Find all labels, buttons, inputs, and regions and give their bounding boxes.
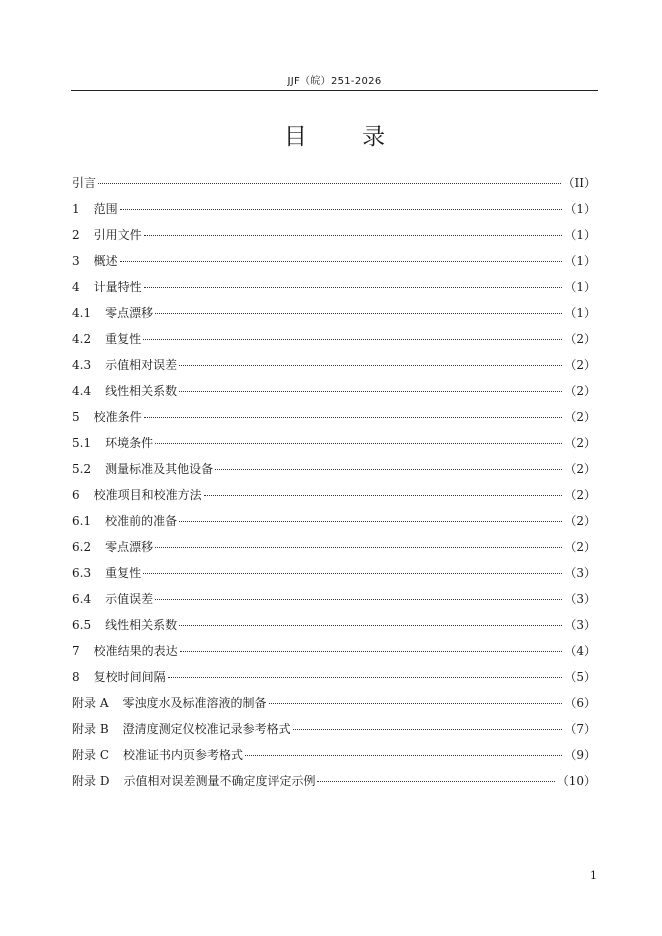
toc-leader-dots: [245, 754, 562, 756]
toc-entry-number: 5: [72, 410, 80, 424]
toc-entry-page: （5）: [564, 670, 596, 684]
toc-entry-page: （2）: [564, 358, 596, 372]
toc-entry-label: [72, 300, 153, 326]
toc-entry[interactable]: [72, 274, 596, 300]
toc-leader-dots: [120, 260, 563, 262]
toc-entry-title: 复校时间间隔: [93, 670, 166, 684]
toc-leader-dots: [317, 780, 554, 782]
toc-entry[interactable]: [72, 326, 596, 352]
toc-entry[interactable]: [72, 638, 596, 664]
toc-leader-dots: [120, 208, 563, 210]
toc-leader-dots: [144, 286, 563, 288]
toc-entry-number: 附录 D: [72, 774, 110, 788]
header-divider: [71, 90, 598, 91]
toc-entry-title: 概述: [93, 254, 118, 268]
toc-entry[interactable]: [72, 352, 596, 378]
toc-entry-label: [72, 274, 142, 300]
toc-entry-number: 4: [72, 280, 80, 294]
toc-entry[interactable]: [72, 378, 596, 404]
toc-entry-page: （1）: [564, 228, 596, 242]
toc-entry-page: （1）: [564, 254, 596, 268]
toc-entry-page: （4）: [564, 644, 596, 658]
toc-entry-title: 澄清度测定仪校准记录参考格式: [122, 722, 291, 736]
toc-entry[interactable]: [72, 742, 596, 768]
toc-entry[interactable]: [72, 430, 596, 456]
toc-entry[interactable]: [72, 248, 596, 274]
toc-entry-label: [72, 534, 153, 560]
toc-entry-label: [72, 560, 141, 586]
toc-entry-page: （2）: [564, 514, 596, 528]
toc-entry-number: 6.4: [72, 592, 92, 606]
toc-entry-title: 校准条件: [93, 410, 142, 424]
toc-entry[interactable]: [72, 664, 596, 690]
toc-entry-number: 3: [72, 254, 80, 268]
toc-entry-number: 6.5: [72, 618, 92, 632]
toc-entry[interactable]: [72, 586, 596, 612]
toc-leader-dots: [179, 364, 562, 366]
toc-leader-dots: [168, 676, 563, 678]
toc-entry-label: [72, 482, 202, 508]
toc-entry-title: 示值误差: [105, 592, 154, 606]
toc-entry-number: 7: [72, 644, 80, 658]
toc-entry-label: [72, 326, 141, 352]
toc-entry-label: [72, 716, 291, 742]
toc-entry-number: 附录 C: [72, 748, 109, 762]
toc-entry-number: 1: [72, 202, 80, 216]
toc-entry-page: （2）: [564, 332, 596, 346]
toc-entry-title: 范围: [93, 202, 118, 216]
toc-entry-page: （II）: [562, 176, 596, 190]
toc-entry-number: 2: [72, 228, 80, 242]
toc-entry-page: （1）: [564, 306, 596, 320]
toc-entry-label: [72, 222, 142, 248]
toc-entry-title: 引用文件: [93, 228, 142, 242]
toc-leader-dots: [98, 182, 561, 184]
toc-entry-label: [72, 742, 243, 768]
toc-entry-number: 6.1: [72, 514, 92, 528]
toc-entry-label: [72, 170, 96, 196]
toc-entry-label: [72, 638, 178, 664]
toc-entry[interactable]: [72, 612, 596, 638]
toc-entry-number: 4.2: [72, 332, 92, 346]
toc-entry-number: 4.3: [72, 358, 92, 372]
toc-entry[interactable]: [72, 560, 596, 586]
toc-entry[interactable]: [72, 508, 596, 534]
toc-entry-page: （3）: [564, 618, 596, 632]
toc-entry-number: 5.2: [72, 462, 92, 476]
toc-entry-title: 测量标准及其他设备: [105, 462, 214, 476]
toc-entry-page: （1）: [564, 202, 596, 216]
toc-entry-title: 示值相对误差测量不确定度评定示例: [123, 774, 316, 788]
toc-entry-title: 重复性: [105, 332, 142, 346]
toc-entry[interactable]: [72, 690, 596, 716]
toc-leader-dots: [144, 234, 563, 236]
toc-leader-dots: [204, 494, 563, 496]
toc-leader-dots: [155, 312, 562, 314]
toc-entry-page: （10）: [556, 774, 596, 788]
toc-entry-title: 零点漂移: [105, 306, 154, 320]
toc-entry-title: 示值相对误差: [105, 358, 178, 372]
toc-entry-number: 4.4: [72, 384, 92, 398]
toc-entry-number: 附录 A: [72, 696, 109, 710]
toc-entry[interactable]: [72, 534, 596, 560]
document-code-header: JJF（皖）251-2026: [287, 76, 382, 87]
toc-entry-title: 零点漂移: [105, 540, 154, 554]
toc-entry[interactable]: [72, 196, 596, 222]
toc-entry-label: [72, 612, 177, 638]
toc-entry[interactable]: [72, 482, 596, 508]
toc-entry-title: 环境条件: [105, 436, 154, 450]
toc-entry[interactable]: [72, 456, 596, 482]
toc-entry-page: （1）: [564, 280, 596, 294]
toc-leader-dots: [179, 390, 562, 392]
toc-entry-page: （9）: [564, 748, 596, 762]
toc-entry-page: （3）: [564, 566, 596, 580]
toc-leader-dots: [293, 728, 563, 730]
toc-entry-page: （2）: [564, 384, 596, 398]
toc-entry-label: [72, 248, 118, 274]
toc-entry[interactable]: [72, 222, 596, 248]
toc-entry[interactable]: [72, 300, 596, 326]
toc-leader-dots: [269, 702, 563, 704]
toc-leader-dots: [155, 546, 562, 548]
toc-entry-title: 引言: [72, 176, 97, 190]
toc-leader-dots: [215, 468, 562, 470]
toc-entry-label: [72, 430, 153, 456]
toc-entry-title: 零浊度水及标准溶液的制备: [122, 696, 267, 710]
toc-leader-dots: [144, 416, 563, 418]
toc-leader-dots: [155, 442, 562, 444]
toc-entry-label: [72, 690, 267, 716]
toc-entry[interactable]: [72, 170, 596, 196]
toc-entry-number: 4.1: [72, 306, 92, 320]
toc-entry-title: 线性相关系数: [105, 618, 178, 632]
toc-leader-dots: [179, 520, 562, 522]
toc-entry[interactable]: [72, 716, 596, 742]
toc-entry-label: [72, 404, 142, 430]
toc-entry-label: [72, 378, 177, 404]
toc-leader-dots: [143, 338, 562, 340]
toc-entry-title: 校准证书内页参考格式: [123, 748, 244, 762]
toc-entry-label: [72, 352, 177, 378]
toc-leader-dots: [143, 572, 562, 574]
toc-entry[interactable]: [72, 404, 596, 430]
toc-entry-label: [72, 196, 118, 222]
toc-leader-dots: [179, 624, 562, 626]
table-of-contents: [72, 170, 596, 794]
toc-entry-number: 6: [72, 488, 80, 502]
toc-entry-page: （2）: [564, 462, 596, 476]
toc-entry-title: 重复性: [105, 566, 142, 580]
toc-entry-title: 校准结果的表达: [93, 644, 178, 658]
toc-entry-page: （2）: [564, 436, 596, 450]
toc-entry-label: [72, 586, 153, 612]
toc-entry-page: （2）: [564, 540, 596, 554]
page-title: 目 录: [283, 124, 410, 150]
toc-entry-number: 8: [72, 670, 80, 684]
toc-entry-number: 5.1: [72, 436, 92, 450]
toc-entry-label: [72, 768, 315, 794]
toc-entry-number: 附录 B: [72, 722, 109, 736]
toc-entry-number: 6.3: [72, 566, 92, 580]
toc-entry[interactable]: [72, 768, 596, 794]
toc-entry-label: [72, 508, 177, 534]
toc-entry-title: 计量特性: [93, 280, 142, 294]
toc-entry-title: 线性相关系数: [105, 384, 178, 398]
toc-entry-page: （6）: [564, 696, 596, 710]
page-number: 1: [590, 869, 597, 882]
toc-leader-dots: [180, 650, 563, 652]
toc-entry-label: [72, 664, 166, 690]
toc-entry-title: 校准项目和校准方法: [93, 488, 202, 502]
toc-entry-page: （2）: [564, 488, 596, 502]
toc-leader-dots: [155, 598, 562, 600]
toc-entry-label: [72, 456, 213, 482]
toc-entry-number: 6.2: [72, 540, 92, 554]
toc-entry-page: （2）: [564, 410, 596, 424]
toc-entry-page: （3）: [564, 592, 596, 606]
toc-entry-page: （7）: [564, 722, 596, 736]
toc-entry-title: 校准前的准备: [105, 514, 178, 528]
